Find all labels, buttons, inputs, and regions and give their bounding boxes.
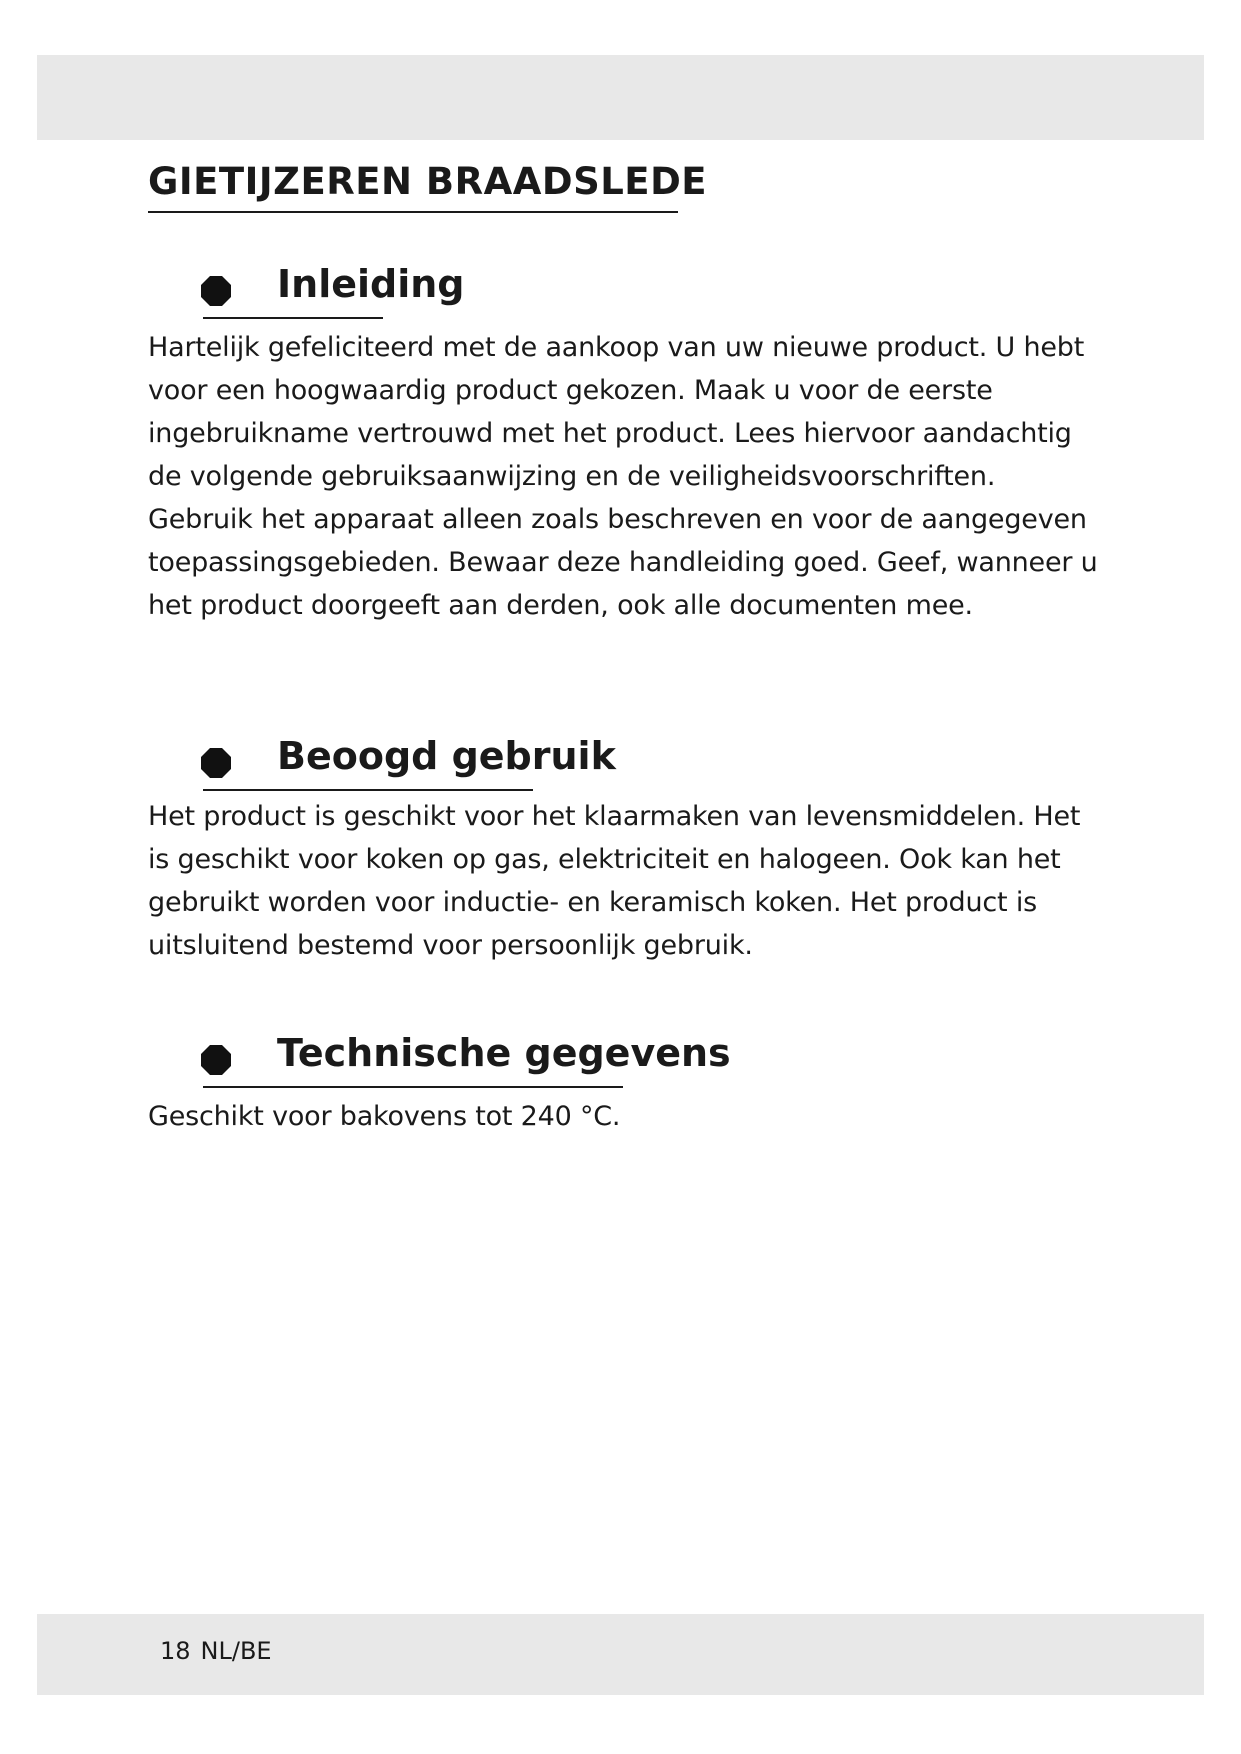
section-title: Technische gegevens — [277, 1031, 731, 1075]
header-band — [37, 55, 1204, 140]
section-title: Inleiding — [277, 262, 465, 306]
section-paragraph-inleiding: Hartelijk gefeliciteerd met de aankoop van uw nieuwe product. U hebt voor een hoogwaardig product gekozen. Maak u voor de eerste ingebruikname vertrouwd met het product. Lees hiervoor aandachtig de volgende gebruiksaanwijzing en de veiligheidsvoorschriften. Gebruik het apparaat alleen zoals beschreven en voor de aangegeven toepassingsgebieden. Bewaar deze handleiding goed. Geef, wanneer u het product doorgeeft aan derden, ook alle documenten mee. — [148, 332, 1098, 621]
section-paragraph-beoogd-gebruik: Het product is geschikt voor het klaarmaken van levensmiddelen. Het is geschikt voor koken op gas, elektriciteit en halogeen. Ook kan het gebruikt worden voor inductie- en keramisch koken. Het product is uitsluitend bestemd voor persoonlijk gebruik. — [148, 801, 1081, 961]
locale-label: NL/BE — [200, 1637, 272, 1665]
page-footer — [160, 1637, 272, 1665]
section-underline — [203, 317, 383, 319]
page-number: 18 — [160, 1637, 191, 1665]
octagon-bullet-icon — [201, 1045, 231, 1075]
octagon-bullet-icon — [201, 276, 231, 306]
octagon-bullet-icon — [201, 748, 231, 778]
section-title: Beoogd gebruik — [277, 734, 616, 778]
section-underline — [203, 1086, 623, 1088]
section-paragraph-technische-gegevens: Geschikt voor bakovens tot 240 °C. — [148, 1101, 621, 1132]
section-underline — [203, 789, 533, 791]
title-underline — [148, 211, 678, 213]
document-title: GIETIJZEREN BRAADSLEDE — [148, 160, 708, 203]
